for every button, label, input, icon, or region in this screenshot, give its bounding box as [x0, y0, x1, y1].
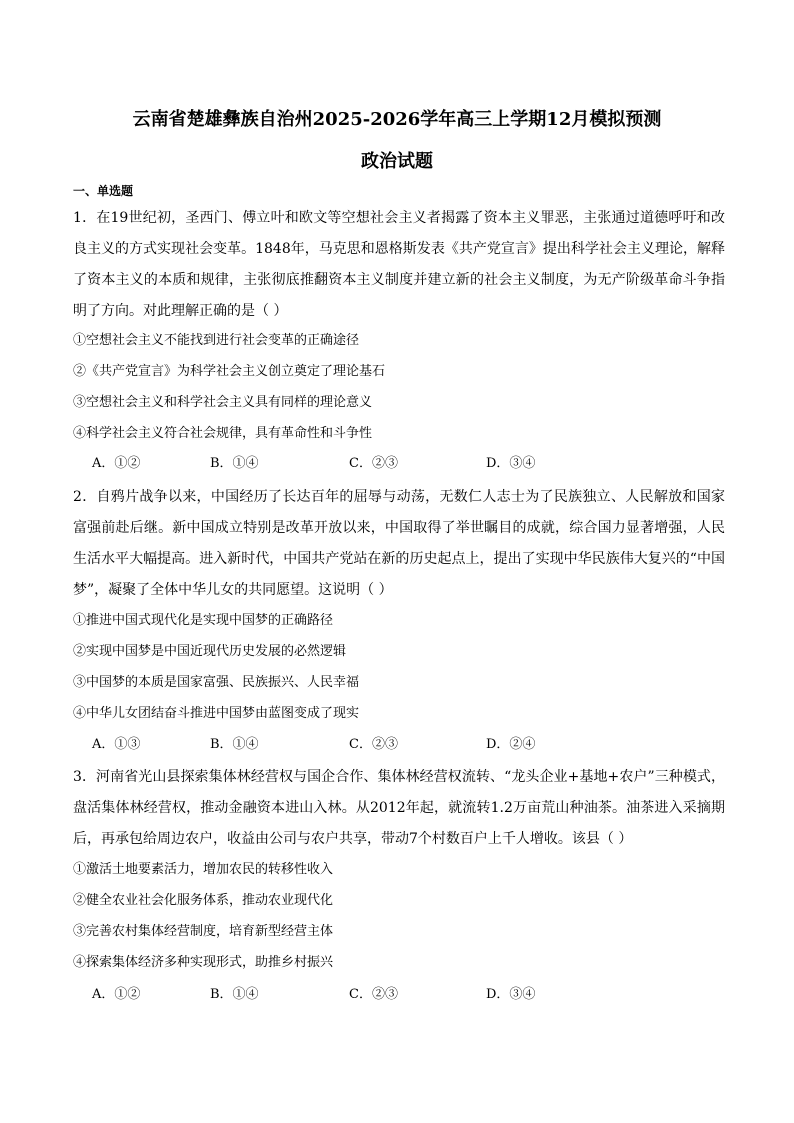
question-1-choice-a[interactable]: A．①②: [92, 456, 141, 471]
exam-title: 云南省楚雄彝族自治州2025-2026学年高三上学期12月模拟预测: [132, 109, 662, 130]
question-2-choices: [0, 735, 794, 755]
question-3-choice-a[interactable]: A．①②: [92, 987, 141, 1002]
question-3-option-2: ②健全农业社会化服务体系，推动农业现代化: [73, 893, 334, 908]
question-1-choices: [0, 454, 794, 474]
question-1-stem: 1．在19世纪初，圣西门、傅立叶和欧文等空想社会主义者揭露了资本主义罪恶，主张通过道德呼吁和改良主义的方式实现社会变革。1848年，马克思和恩格斯发表《共产党宣言》提出科学社会主义理论，解释了资本主义的本质和规律，主张彻底推翻资本主义制度并建立新的社会主义制度，为无产阶级革命斗争指明了方向。对此理解正确的是（ ）: [73, 210, 725, 319]
question-2-option-3: ③中国梦的本质是国家富强、民族振兴、人民幸福: [73, 675, 360, 690]
question-3-choices: [0, 985, 794, 1005]
question-3-choice-b[interactable]: B．①④: [210, 987, 259, 1002]
question-2-option-1: ①推进中国式现代化是实现中国梦的正确路径: [73, 613, 334, 628]
question-1-choice-b[interactable]: B．①④: [210, 456, 259, 471]
question-1-option-1: ①空想社会主义不能找到进行社会变革的正确途径: [73, 333, 360, 348]
question-2-option-4: ④中华儿女团结奋斗推进中国梦由蓝图变成了现实: [73, 706, 360, 721]
question-3-option-1: ①激活土地要素活力，增加农民的转移性收入: [73, 862, 334, 877]
question-2-choice-d[interactable]: D．②④: [486, 737, 536, 752]
question-1-option-4: ④科学社会主义符合社会规律，具有革命性和斗争性: [73, 426, 373, 441]
question-2-choice-b[interactable]: B．①④: [210, 737, 259, 752]
question-2-stem: 2．自鸦片战争以来，中国经历了长达百年的屈辱与动荡，无数仁人志士为了民族独立、人民解放和国家富强前赴后继。新中国成立特别是改革开放以来，中国取得了举世瞩目的成就，综合国力显著增强，人民生活水平大幅提高。进入新时代，中国共产党站在新的历史起点上，提出了实现中华民族伟大复兴的“中国梦”，凝聚了全体中华儿女的共同愿望。这说明（ ）: [73, 489, 725, 598]
question-1-option-2: ②《共产党宣言》为科学社会主义创立奠定了理论基石: [73, 364, 386, 379]
question-3-option-3: ③完善农村集体经营制度，培育新型经营主体: [73, 924, 334, 939]
exam-subject: 政治试题: [361, 151, 433, 172]
question-2-choice-a[interactable]: A．①③: [92, 737, 141, 752]
question-1-option-3: ③空想社会主义和科学社会主义具有同样的理论意义: [73, 395, 373, 410]
question-3-option-4: ④探索集体经济多种实现形式，助推乡村振兴: [73, 955, 334, 970]
question-1-choice-c[interactable]: C．②③: [349, 456, 398, 471]
question-3-choice-c[interactable]: C．②③: [349, 987, 398, 1002]
question-3-stem: 3．河南省光山县探索集体林经营权与国企合作、集体林经营权流转、“龙头企业+基地+农户”三种模式，盘活集体林经营权，推动金融资本进山入林。从2012年起，就流转1.2万亩荒山种油茶。油茶进入采摘期后，再承包给周边农户，收益由公司与农户共享，带动7个村数百户上千人增收。该县（ ）: [73, 769, 725, 847]
question-2-option-2: ②实现中国梦是中国近现代历史发展的必然逻辑: [73, 644, 347, 659]
question-3-choice-d[interactable]: D．③④: [486, 987, 536, 1002]
question-1-choice-d[interactable]: D．③④: [486, 456, 536, 471]
question-2-choice-c[interactable]: C．②③: [349, 737, 398, 752]
section-heading: 一、单选题: [73, 184, 134, 198]
